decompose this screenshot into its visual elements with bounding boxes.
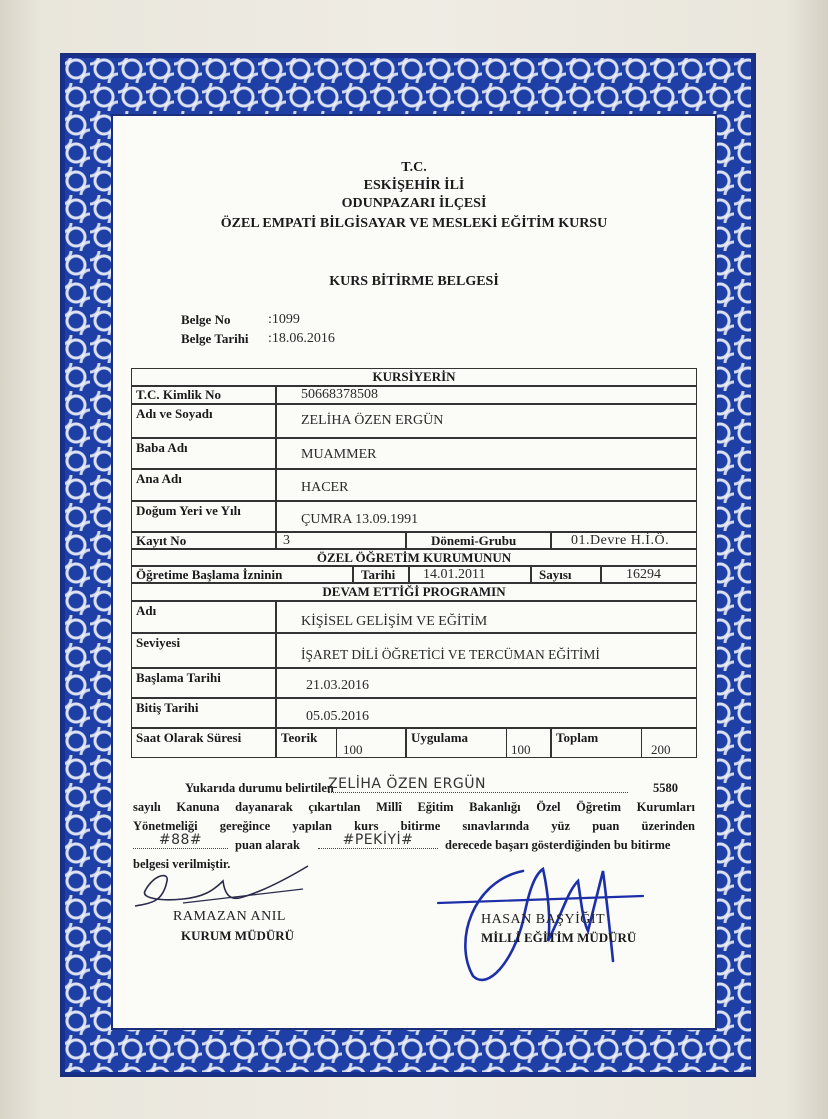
permit-date-label: Tarihi xyxy=(361,567,396,582)
belge-no-value: :1099 xyxy=(268,312,300,327)
statement-score-suffix: puan alarak xyxy=(235,838,300,852)
trainee-section-title: KURSİYERİN xyxy=(372,369,456,384)
statement-line4-end: derecede başarı gösterdiğinden bu bitirme xyxy=(445,838,671,852)
duration-label: Saat Olarak Süresi xyxy=(136,730,242,745)
statement-line5: belgesi verilmiştir. xyxy=(133,857,231,871)
right-signer-title: MİLLİ EĞİTİM MÜDÜRÜ xyxy=(481,930,637,945)
name-label: Adı ve Soyadı xyxy=(136,406,213,421)
program-name-label: Adı xyxy=(136,603,157,618)
theory-label: Teorik xyxy=(281,730,318,745)
left-signer-title: KURUM MÜDÜRÜ xyxy=(181,928,295,943)
permit-number-value: 16294 xyxy=(626,567,661,582)
tc-value: 50668378508 xyxy=(301,387,378,402)
tc-label: T.C. Kimlik No xyxy=(136,387,221,402)
mother-value: HACER xyxy=(301,480,349,495)
header-district: ODUNPAZARI İLÇESİ xyxy=(341,196,487,211)
record-value: 3 xyxy=(283,533,290,548)
program-start-value: 21.03.2016 xyxy=(306,678,369,693)
permit-label: Öğretime Başlama İzninin xyxy=(136,567,283,582)
left-signer-name: RAMAZAN ANIL xyxy=(173,909,286,924)
father-value: MUAMMER xyxy=(301,447,377,462)
total-label: Toplam xyxy=(556,730,599,745)
statement-line3: Yönetmeliği gereğince yapılan kurs bitirme sınavlarında yüz puan üzerinden xyxy=(133,819,695,833)
total-value: 200 xyxy=(651,742,671,757)
birth-label: Doğum Yeri ve Yılı xyxy=(136,503,241,518)
father-label: Baba Adı xyxy=(136,440,188,455)
practice-label: Uygulama xyxy=(411,730,469,745)
group-label: Dönemi-Grubu xyxy=(431,533,517,548)
statement-line2: sayılı Kanuna dayanarak çıkartılan Millî Eğitim Bakanlığı Özel Öğretim Kurumları xyxy=(133,800,695,814)
info-table xyxy=(131,368,697,758)
program-section-title: DEVAM ETTİĞİ PROGRAMIN xyxy=(322,584,506,599)
belge-no-label: Belge No xyxy=(181,312,231,327)
belge-date-label: Belge Tarihi xyxy=(181,331,249,346)
statement-grade: #PEKİYİ# xyxy=(318,832,438,849)
header-province: ESKİŞEHİR İLİ xyxy=(363,178,465,193)
statement-score: #88# xyxy=(133,832,228,849)
right-signer-name: HASAN BAŞYİĞİT xyxy=(481,912,606,927)
permit-number-label: Sayısı xyxy=(539,567,572,582)
practice-value: 100 xyxy=(511,742,531,757)
name-value: ZELİHA ÖZEN ERGÜN xyxy=(301,413,444,428)
program-start-label: Başlama Tarihi xyxy=(136,670,221,685)
program-level-value: İŞARET DİLİ ÖĞRETİCİ VE TERCÜMAN EĞİTİMİ xyxy=(301,647,600,662)
header-institution: ÖZEL EMPATİ BİLGİSAYAR VE MESLEKİ EĞİTİM KURSU xyxy=(220,216,608,231)
program-name-value: KİŞİSEL GELİŞİM VE EĞİTİM xyxy=(301,614,488,629)
permit-date-value: 14.01.2011 xyxy=(423,567,486,582)
document-title: KURS BİTİRME BELGESİ xyxy=(329,274,499,289)
statement-intro: Yukarıda durumu belirtilen xyxy=(185,781,334,795)
belge-date-value: :18.06.2016 xyxy=(268,331,335,346)
certificate-paper xyxy=(113,116,715,1028)
institution-section-title: ÖZEL ÖĞRETİM KURUMUNUN xyxy=(316,550,512,565)
program-level-label: Seviyesi xyxy=(136,635,181,650)
group-value: 01.Devre H.İ.Ö. xyxy=(571,533,670,548)
statement-law-number: 5580 xyxy=(653,781,678,795)
statement-person: ZELİHA ÖZEN ERGÜN xyxy=(328,776,628,793)
mother-label: Ana Adı xyxy=(136,471,182,486)
birth-value: ÇUMRA 13.09.1991 xyxy=(301,512,419,527)
theory-value: 100 xyxy=(343,742,363,757)
program-end-value: 05.05.2016 xyxy=(306,709,369,724)
record-label: Kayıt No xyxy=(136,533,187,548)
program-end-label: Bitiş Tarihi xyxy=(136,700,199,715)
header-country: T.C. xyxy=(401,160,427,175)
